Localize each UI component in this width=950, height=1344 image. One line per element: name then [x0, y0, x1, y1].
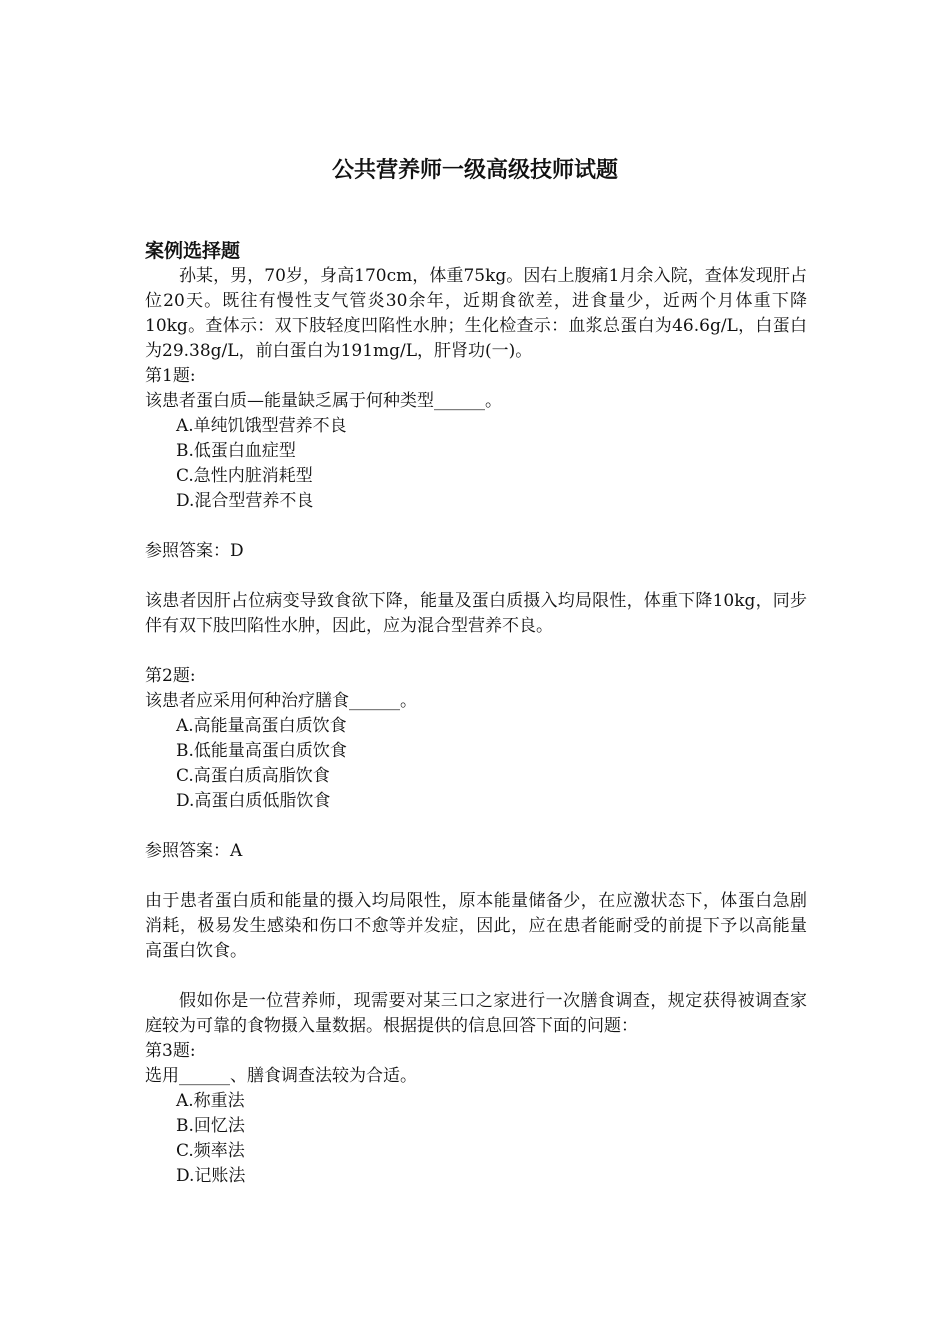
q2-explanation: 由于患者蛋白质和能量的摄入均局限性，原本能量储备少，在应激状态下，体蛋白急剧消耗，极易发生感染和伤口不愈等并发症，因此，应在患者能耐受的前提下予以高能量高蛋白饮食。 [145, 891, 807, 961]
question-text-1: 该患者蛋白质—能量缺乏属于何种类型______。 [145, 391, 502, 411]
q1-option-d: D.混合型营养不良 [176, 491, 314, 511]
question-text-2: 该患者应采用何种治疗膳食______。 [145, 691, 417, 711]
q3-option-c: C.频率法 [176, 1141, 245, 1161]
question-number-1: 第1题: [145, 366, 196, 386]
q1-answer: 参照答案：D [145, 541, 244, 561]
q1-option-c: C.急性内脏消耗型 [176, 466, 313, 486]
q3-option-a: A.称重法 [176, 1091, 245, 1111]
section-heading: 案例选择题 [145, 240, 241, 262]
q1-option-b: B.低蛋白血症型 [176, 441, 296, 461]
question-number-2: 第2题: [145, 666, 196, 686]
question-number-3: 第3题: [145, 1041, 196, 1061]
question-text-3: 选用______、膳食调查法较为合适。 [145, 1066, 417, 1086]
case-stem-2: 假如你是一位营养师，现需要对某三口之家进行一次膳食调查，规定获得被调查家庭较为可靠的食物摄入量数据。根据提供的信息回答下面的问题： [145, 991, 807, 1036]
page-title: 公共营养师一级高级技师试题 [331, 158, 618, 183]
q2-answer: 参照答案：A [145, 841, 243, 861]
q2-option-c: C.高蛋白质高脂饮食 [176, 766, 330, 786]
q2-option-d: D.高蛋白质低脂饮食 [176, 791, 331, 811]
q1-explanation: 该患者因肝占位病变导致食欲下降，能量及蛋白质摄入均局限性，体重下降10kg，同步伴有双下肢凹陷性水肿，因此，应为混合型营养不良。 [145, 591, 807, 636]
q1-option-a: A.单纯饥饿型营养不良 [176, 416, 347, 436]
document-body [145, 264, 807, 1189]
q3-option-d: D.记账法 [176, 1166, 246, 1186]
case-stem-1: 孙某，男，70岁，身高170cm，体重75kg。因右上腹痛1月余入院，查体发现肝占位20天。既往有慢性支气管炎30余年，近期食欲差，进食量少，近两个月体重下降10kg。查体示：双下肢轻度凹陷性水肿；生化检查示：血浆总蛋白为46.6g/L，白蛋白为29.38g/L，前白蛋白为191mg/L，肝肾功(一)。 [145, 266, 807, 361]
q3-option-b: B.回忆法 [176, 1116, 245, 1136]
q2-option-b: B.低能量高蛋白质饮食 [176, 741, 347, 761]
q2-option-a: A.高能量高蛋白质饮食 [176, 716, 347, 736]
